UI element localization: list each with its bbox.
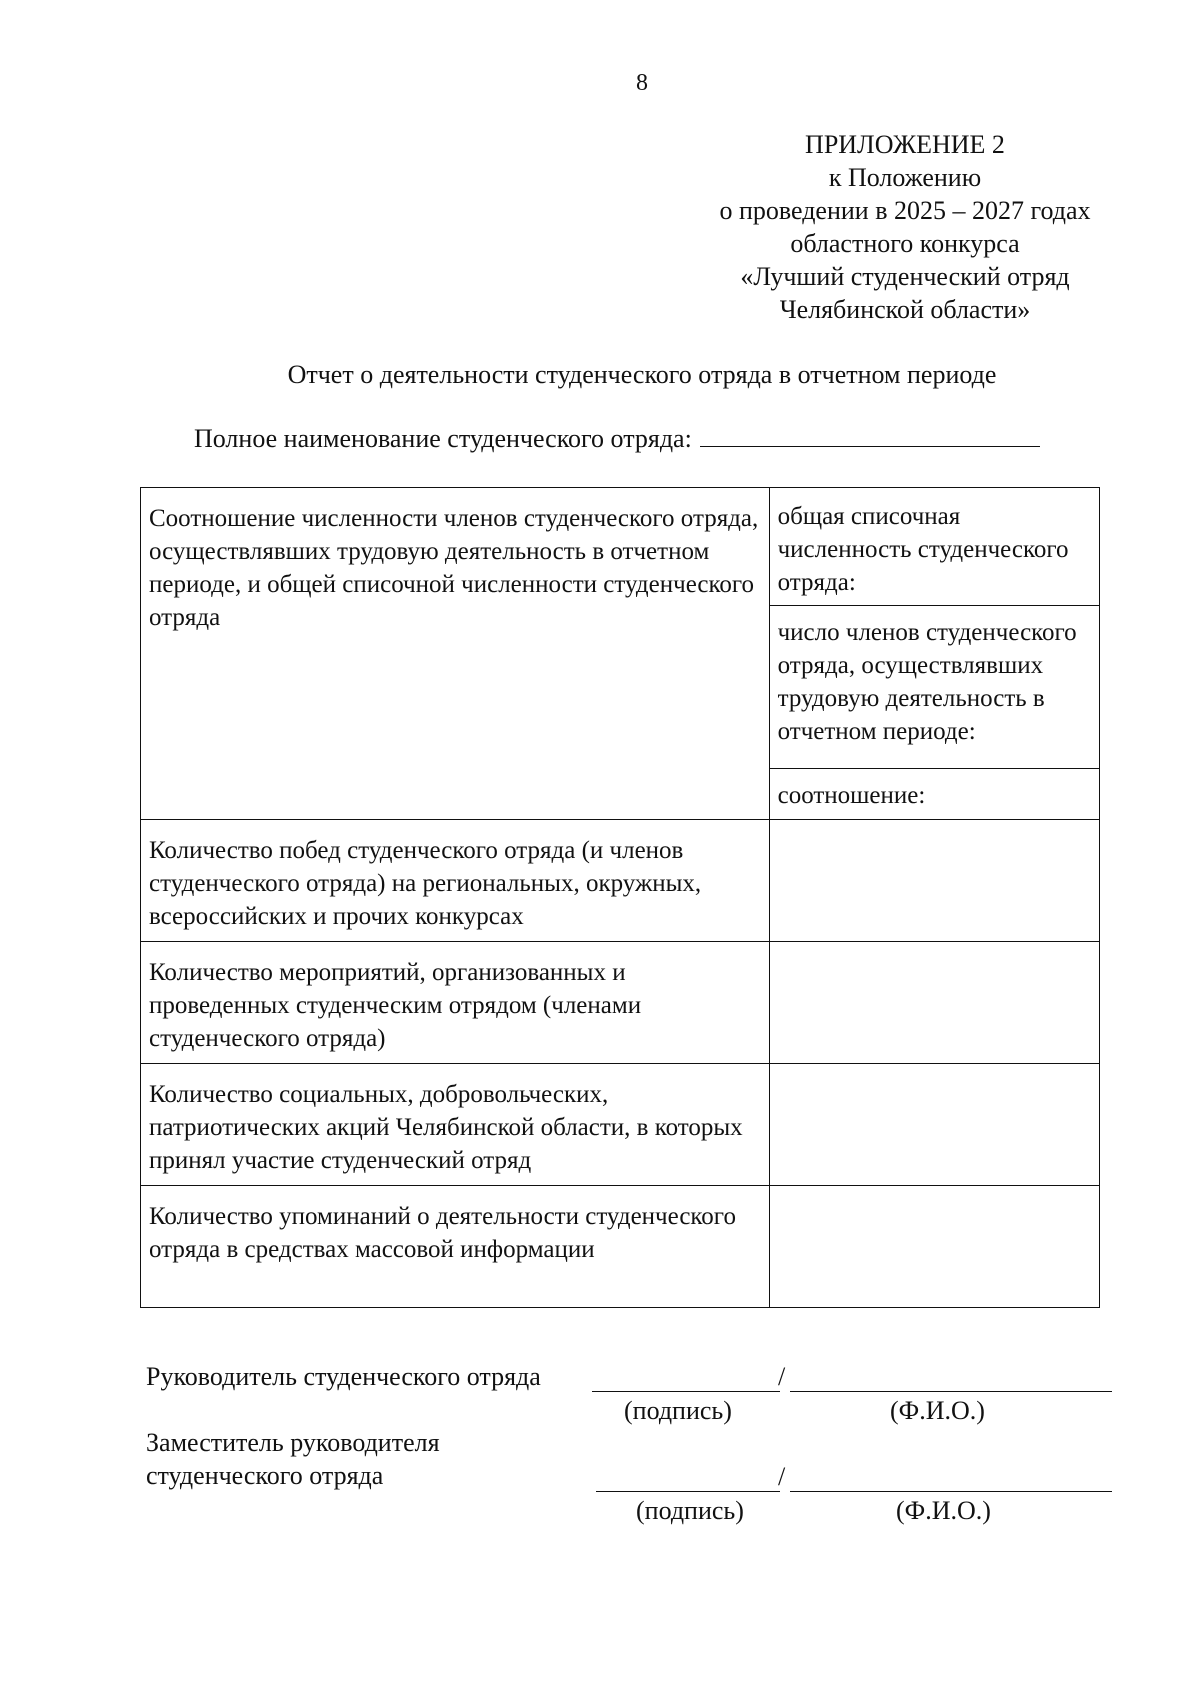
head-slash: / [778, 1362, 786, 1391]
table-row [141, 1186, 1100, 1308]
table-row [141, 820, 1100, 942]
deputy-slash: / [778, 1462, 786, 1491]
head-signature-caption: (подпись) [624, 1396, 732, 1425]
report-title: Отчет о деятельности студенческого отряда в отчетном периоде [287, 360, 997, 389]
deputy-signature-caption: (подпись) [636, 1496, 744, 1525]
total-count-cell[interactable]: общая списочная численность студенческого отряда: [769, 488, 1099, 606]
table-row [141, 488, 1100, 606]
deputy-signature-label-2: студенческого отряда [146, 1461, 384, 1490]
appendix-line: Челябинской области» [779, 295, 1031, 324]
appendix-line: областного конкурса [790, 229, 1020, 258]
appendix-line: к Положению [828, 163, 982, 192]
table-row [141, 1064, 1100, 1186]
victories-value-cell[interactable] [769, 820, 1099, 942]
working-count-cell[interactable]: число членов студенческого отряда, осуществлявших трудовую деятельность в отчетном периоде: [769, 606, 1099, 769]
squad-name-blank[interactable] [700, 424, 1040, 447]
deputy-name-blank[interactable] [790, 1490, 1112, 1492]
squad-name-label: Полное наименование студенческого отряда: [194, 424, 692, 453]
appendix-line: «Лучший студенческий отряд [740, 262, 1070, 291]
deputy-signature-blank[interactable] [596, 1490, 780, 1492]
squad-name-field [194, 424, 1040, 454]
head-signature-blank[interactable] [592, 1390, 780, 1392]
events-value-cell[interactable] [769, 942, 1099, 1064]
head-name-blank[interactable] [790, 1390, 1112, 1392]
media-value-cell[interactable] [769, 1186, 1099, 1308]
events-label-cell: Количество мероприятий, организованных и проведенных студенческим отрядом (членами студенческого отряда) [141, 942, 770, 1064]
ratio-cell[interactable]: соотношение: [769, 769, 1099, 820]
ratio-label-cell: Соотношение численности членов студенческого отряда, осуществлявших трудовую деятельность в отчетном периоде, и общей списочной численности студенческого отряда [141, 488, 770, 820]
appendix-header [690, 128, 1120, 326]
appendix-line: ПРИЛОЖЕНИЕ 2 [805, 130, 1005, 159]
victories-label-cell: Количество побед студенческого отряда (и членов студенческого отряда) на региональных, окружных, всероссийских и прочих конкурсах [141, 820, 770, 942]
actions-label-cell: Количество социальных, добровольческих, патриотических акций Челябинской области, в которых принял участие студенческий отряд [141, 1064, 770, 1186]
deputy-name-caption: (Ф.И.О.) [896, 1496, 991, 1525]
head-name-caption: (Ф.И.О.) [890, 1396, 985, 1425]
media-label-cell: Количество упоминаний о деятельности студенческого отряда в средствах массовой информации [141, 1186, 770, 1308]
actions-value-cell[interactable] [769, 1064, 1099, 1186]
deputy-signature-label-1: Заместитель руководителя [146, 1428, 440, 1457]
report-table [140, 487, 1100, 1308]
appendix-line: о проведении в 2025 – 2027 годах [719, 196, 1091, 225]
head-signature-label: Руководитель студенческого отряда [146, 1362, 541, 1391]
table-row [141, 942, 1100, 1064]
page-number: 8 [636, 70, 648, 96]
